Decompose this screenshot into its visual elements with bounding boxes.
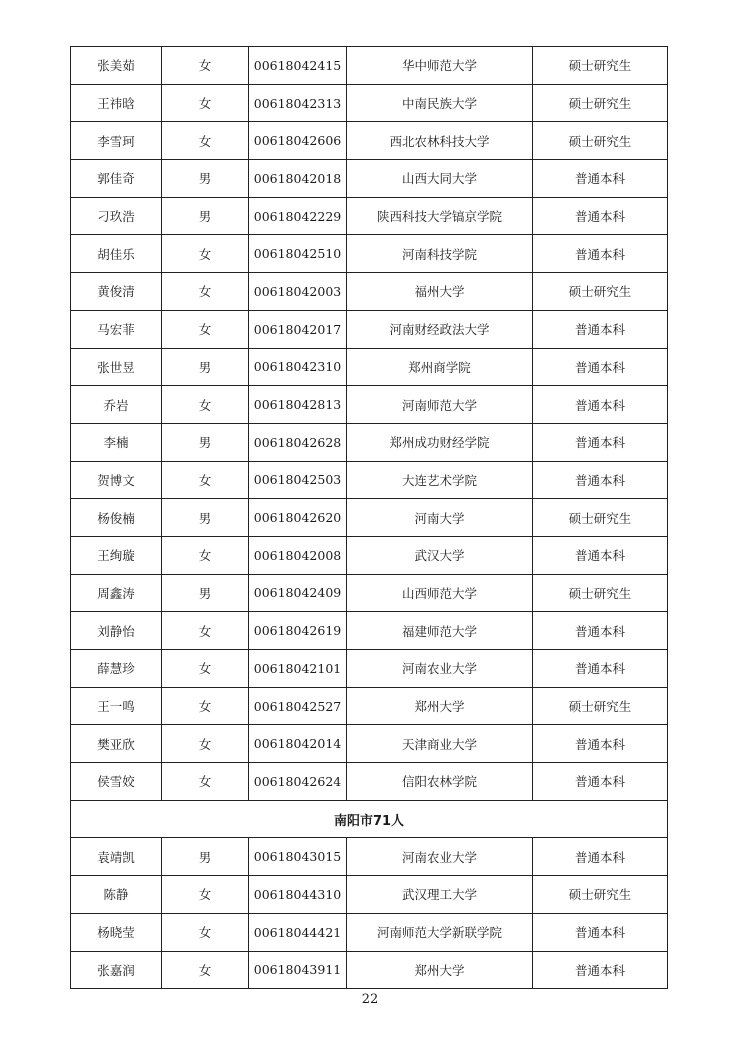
name-cell: 杨俊楠	[71, 499, 162, 537]
school-cell: 中南民族大学	[347, 84, 533, 122]
name-cell: 贺博文	[71, 461, 162, 499]
gender-cell: 女	[162, 725, 249, 763]
gender-cell: 女	[162, 310, 249, 348]
name-cell: 王绚璇	[71, 536, 162, 574]
name-cell: 郭佳奇	[71, 160, 162, 198]
degree-cell: 硕士研究生	[533, 84, 668, 122]
name-cell: 袁靖凯	[71, 838, 162, 876]
gender-cell: 女	[162, 122, 249, 160]
school-cell: 河南师范大学	[347, 386, 533, 424]
table-row	[71, 310, 668, 348]
school-cell: 郑州成功财经学院	[347, 423, 533, 461]
degree-cell: 普通本科	[533, 913, 668, 951]
table-row	[71, 348, 668, 386]
school-cell: 郑州商学院	[347, 348, 533, 386]
table-row	[71, 273, 668, 311]
school-cell: 西北农林科技大学	[347, 122, 533, 160]
degree-cell: 普通本科	[533, 423, 668, 461]
table-row	[71, 461, 668, 499]
name-cell: 刘静怡	[71, 612, 162, 650]
degree-cell: 硕士研究生	[533, 499, 668, 537]
exam-id-cell: 00618042014	[249, 725, 347, 763]
table-row	[71, 763, 668, 801]
school-cell: 郑州大学	[347, 951, 533, 989]
gender-cell: 女	[162, 913, 249, 951]
gender-cell: 男	[162, 574, 249, 612]
roster-table-body	[71, 47, 668, 989]
degree-cell: 普通本科	[533, 650, 668, 688]
degree-cell: 硕士研究生	[533, 273, 668, 311]
table-row	[71, 84, 668, 122]
exam-id-cell: 00618042003	[249, 273, 347, 311]
table-row	[71, 536, 668, 574]
exam-id-cell: 00618044310	[249, 876, 347, 914]
gender-cell: 男	[162, 423, 249, 461]
school-cell: 山西师范大学	[347, 574, 533, 612]
school-cell: 福建师范大学	[347, 612, 533, 650]
exam-id-cell: 00618042101	[249, 650, 347, 688]
gender-cell: 女	[162, 763, 249, 801]
exam-id-cell: 00618043911	[249, 951, 347, 989]
exam-id-cell: 00618042018	[249, 160, 347, 198]
table-row	[71, 499, 668, 537]
gender-cell: 女	[162, 876, 249, 914]
gender-cell: 女	[162, 687, 249, 725]
roster-table	[70, 46, 668, 989]
degree-cell: 普通本科	[533, 197, 668, 235]
degree-cell: 硕士研究生	[533, 574, 668, 612]
name-cell: 王祎晗	[71, 84, 162, 122]
gender-cell: 女	[162, 235, 249, 273]
degree-cell: 普通本科	[533, 235, 668, 273]
school-cell: 信阳农林学院	[347, 763, 533, 801]
section-title: 南阳市71人	[71, 800, 668, 838]
name-cell: 张美茹	[71, 47, 162, 85]
gender-cell: 男	[162, 499, 249, 537]
table-row	[71, 160, 668, 198]
section-row	[71, 800, 668, 838]
exam-id-cell: 00618042813	[249, 386, 347, 424]
school-cell: 河南科技学院	[347, 235, 533, 273]
degree-cell: 普通本科	[533, 461, 668, 499]
table-row	[71, 386, 668, 424]
degree-cell: 硕士研究生	[533, 876, 668, 914]
name-cell: 刁玖浩	[71, 197, 162, 235]
exam-id-cell: 00618042619	[249, 612, 347, 650]
school-cell: 河南农业大学	[347, 838, 533, 876]
table-row	[71, 574, 668, 612]
exam-id-cell: 00618042313	[249, 84, 347, 122]
exam-id-cell: 00618042606	[249, 122, 347, 160]
name-cell: 陈静	[71, 876, 162, 914]
name-cell: 杨晓莹	[71, 913, 162, 951]
degree-cell: 普通本科	[533, 536, 668, 574]
degree-cell: 普通本科	[533, 951, 668, 989]
gender-cell: 女	[162, 386, 249, 424]
gender-cell: 女	[162, 461, 249, 499]
name-cell: 王一鸣	[71, 687, 162, 725]
name-cell: 李楠	[71, 423, 162, 461]
school-cell: 武汉大学	[347, 536, 533, 574]
table-row	[71, 876, 668, 914]
table-row	[71, 725, 668, 763]
school-cell: 武汉理工大学	[347, 876, 533, 914]
table-row	[71, 197, 668, 235]
gender-cell: 男	[162, 348, 249, 386]
gender-cell: 女	[162, 951, 249, 989]
gender-cell: 女	[162, 273, 249, 311]
degree-cell: 普通本科	[533, 725, 668, 763]
gender-cell: 女	[162, 612, 249, 650]
name-cell: 李雪珂	[71, 122, 162, 160]
exam-id-cell: 00618042510	[249, 235, 347, 273]
school-cell: 河南财经政法大学	[347, 310, 533, 348]
exam-id-cell: 00618042017	[249, 310, 347, 348]
gender-cell: 男	[162, 838, 249, 876]
table-row	[71, 235, 668, 273]
degree-cell: 普通本科	[533, 348, 668, 386]
exam-id-cell: 00618042503	[249, 461, 347, 499]
school-cell: 河南农业大学	[347, 650, 533, 688]
degree-cell: 普通本科	[533, 763, 668, 801]
degree-cell: 硕士研究生	[533, 687, 668, 725]
school-cell: 陕西科技大学镐京学院	[347, 197, 533, 235]
exam-id-cell: 00618042628	[249, 423, 347, 461]
table-row	[71, 687, 668, 725]
gender-cell: 女	[162, 47, 249, 85]
name-cell: 黄俊清	[71, 273, 162, 311]
degree-cell: 普通本科	[533, 310, 668, 348]
degree-cell: 普通本科	[533, 838, 668, 876]
school-cell: 大连艺术学院	[347, 461, 533, 499]
school-cell: 河南师范大学新联学院	[347, 913, 533, 951]
exam-id-cell: 00618042409	[249, 574, 347, 612]
table-row	[71, 423, 668, 461]
name-cell: 侯雪姣	[71, 763, 162, 801]
school-cell: 福州大学	[347, 273, 533, 311]
name-cell: 马宏菲	[71, 310, 162, 348]
gender-cell: 女	[162, 536, 249, 574]
exam-id-cell: 00618042527	[249, 687, 347, 725]
degree-cell: 硕士研究生	[533, 47, 668, 85]
table-row	[71, 122, 668, 160]
exam-id-cell: 00618044421	[249, 913, 347, 951]
exam-id-cell: 00618042415	[249, 47, 347, 85]
degree-cell: 普通本科	[533, 612, 668, 650]
gender-cell: 女	[162, 84, 249, 122]
name-cell: 胡佳乐	[71, 235, 162, 273]
table-row	[71, 913, 668, 951]
table-row	[71, 47, 668, 85]
school-cell: 天津商业大学	[347, 725, 533, 763]
school-cell: 山西大同大学	[347, 160, 533, 198]
exam-id-cell: 00618042310	[249, 348, 347, 386]
exam-id-cell: 00618042620	[249, 499, 347, 537]
exam-id-cell: 00618042229	[249, 197, 347, 235]
exam-id-cell: 00618042624	[249, 763, 347, 801]
table-row	[71, 838, 668, 876]
school-cell: 华中师范大学	[347, 47, 533, 85]
table-row	[71, 612, 668, 650]
name-cell: 薛慧珍	[71, 650, 162, 688]
school-cell: 郑州大学	[347, 687, 533, 725]
degree-cell: 普通本科	[533, 160, 668, 198]
name-cell: 张嘉润	[71, 951, 162, 989]
table-row	[71, 951, 668, 989]
exam-id-cell: 00618042008	[249, 536, 347, 574]
name-cell: 樊亚欣	[71, 725, 162, 763]
gender-cell: 女	[162, 650, 249, 688]
page-number: 22	[361, 992, 379, 1007]
name-cell: 周鑫涛	[71, 574, 162, 612]
table-row	[71, 650, 668, 688]
school-cell: 河南大学	[347, 499, 533, 537]
name-cell: 乔岩	[71, 386, 162, 424]
degree-cell: 硕士研究生	[533, 122, 668, 160]
exam-id-cell: 00618043015	[249, 838, 347, 876]
name-cell: 张世昱	[71, 348, 162, 386]
gender-cell: 男	[162, 160, 249, 198]
degree-cell: 普通本科	[533, 386, 668, 424]
gender-cell: 男	[162, 197, 249, 235]
